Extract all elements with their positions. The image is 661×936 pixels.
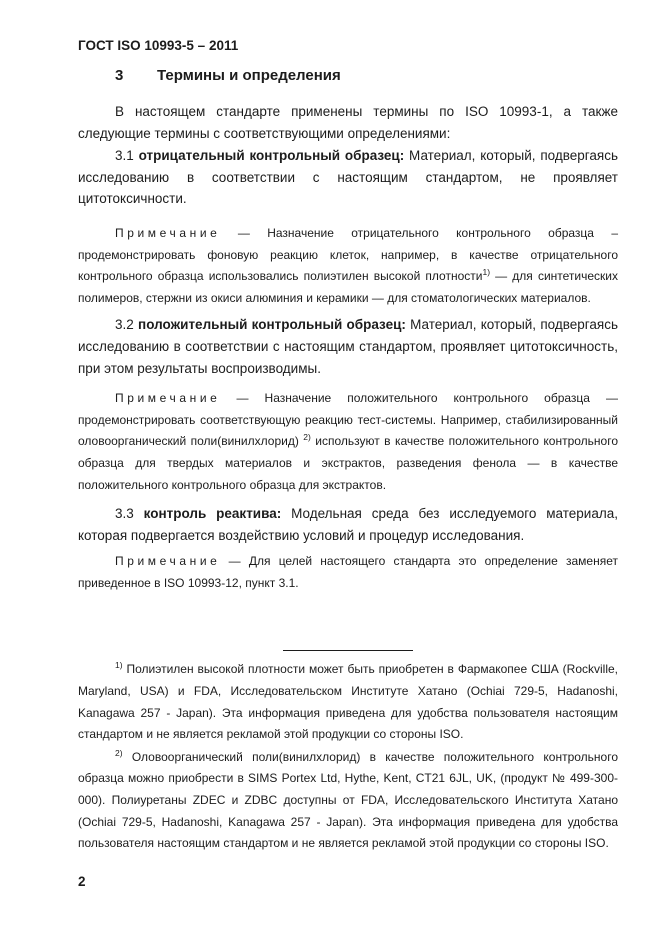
footnote-marker-2: 2) [115,747,123,758]
term-body: Материал, который, подвергаясь исследованию в соответствии с настоящим стандартом, не проявляет цитотоксичности. [78,148,618,207]
note-text-continued: используют в качестве положительного контрольного образца для твердых материалов и экстрактов, разведения фенола — в качестве положительного контрольного образца для экстрактов. [78,434,618,492]
note-label: Примечание [115,554,221,569]
footnote-text: Полиэтилен высокой плотности может быть приобретен в Фармакопее США (Rockville, Maryland, USA) и FDA, Исследовательском Институте Хатано (Ochiai 729-5, Hadanoshi, Kanagawa 257 - Japan). Эта информация приведена для удобства пользователя настоящим стандартом и не является рекламой этой продукции со стороны ISO. [78,662,618,742]
page-number: 2 [78,874,86,889]
term-title: контроль реактива: [143,506,282,522]
term-title: отрицательный контрольный образец: [138,148,405,164]
term-title: положительный контрольный образец: [138,317,406,333]
term-number: 3.2 [115,317,134,333]
footnote-reference-1: 1) [482,267,491,278]
term-number: 3.1 [115,148,134,164]
section-number: 3 [115,67,124,84]
note-3-2 [78,388,618,496]
section-title: Термины и определения [157,67,341,84]
note-text-continued: — для синтетических полимеров, стержни из окиси алюминия и керамики — для стоматологических материалов. [78,269,618,305]
note-3-1 [78,223,618,309]
term-body: Материал, который, подвергаясь исследованию в соответствии с настоящим стандартом, проявляет цитотоксичность, при этом результаты воспроизводимы. [78,317,618,376]
note-text: — Назначение положительного контрольного образца — продемонстрировать соответствующую реакцию тест-системы. Например, стабилизированный оловоорганический поли(винилхлорид) [78,391,618,449]
section-heading [115,67,618,85]
footnote-text: Оловоорганический поли(винилхлорид) в качестве положительного контрольного образца можно приобрести в SIMS Portex Ltd, Hythe, Kent, CT21 6JL, UK, (продукт № 499-300-000). Полиуретаны ZDEC и ZDBC доступны от FDA, Исследовательского Института Хатано (Ochiai 729-5, Hadanoshi, Kanagawa 257 - Japan). Эта информация приведена для удобства пользователя настоящим стандартом и не является рекламой этой продукции со стороны ISO. [78,749,618,851]
note-3-3 [78,551,618,594]
note-text: — Назначение отрицательного контрольного образца – продемонстрировать фоновую реакцию клеток, например, в качестве отрицательного контрольного образца использовались полиэтилен высокой плотности [78,225,618,284]
footnote-separator [283,650,413,651]
term-definition-3-1 [78,145,618,210]
note-label: Примечание [115,225,221,240]
footnote-1 [78,659,618,745]
footnote-marker-1: 1) [115,660,123,671]
running-header: ГОСТ ISO 10993-5 – 2011 [78,38,239,53]
term-number: 3.3 [115,506,134,522]
note-label: Примечание [115,391,221,406]
footnote-reference-2: 2) [303,432,311,443]
intro-paragraph: В настоящем стандарте применены термины по ISO 10993-1, а также следующие термины с соответствующими определениями: [78,104,618,141]
term-definition-3-2 [78,314,618,379]
footnote-2 [78,747,618,855]
term-definition-3-3 [78,503,618,546]
note-text: — Для целей настоящего стандарта это определение заменяет приведенное в ISO 10993-12, пункт 3.1. [78,554,618,590]
term-body: Модельная среда без исследуемого материала, которая подвергается воздействию условий и процедур исследования. [78,506,618,543]
